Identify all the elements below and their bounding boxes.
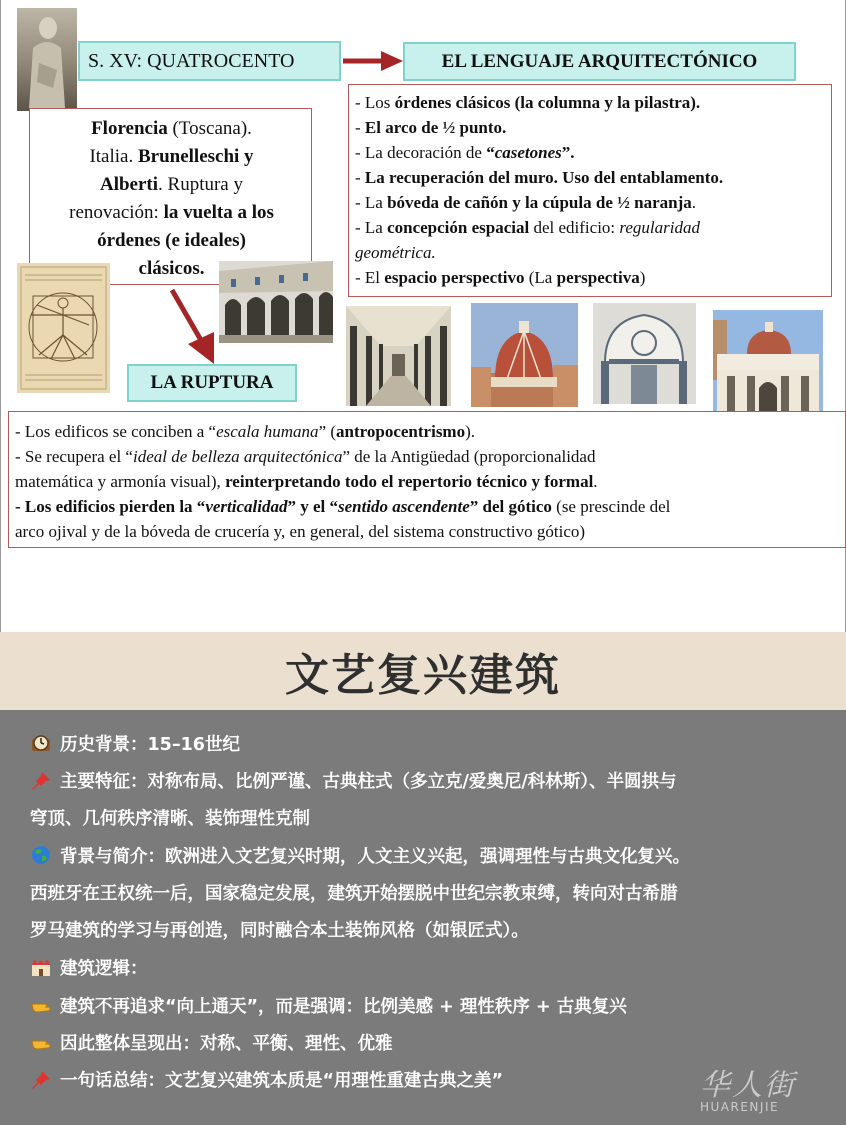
logic-point-1 [30,993,627,1018]
history-text: 历史背景：15–16世纪 [60,735,240,755]
ruptura-line [15,494,670,519]
florencia-line-segment: clásicos. [138,258,205,279]
lenguaje-line-segment: ) [639,268,646,287]
florencia-line [30,115,313,143]
florencia-line [30,227,313,255]
ruptura-line-segment: - Los edificios pierden la “ [15,497,206,516]
florencia-line-segment: renovación: [69,202,164,223]
ruptura-line-segment: ” de la Antigüedad (proporcionalidad [342,447,596,466]
intro-row [30,843,690,868]
ruptura-line-segment: antropocentrismo [336,422,466,441]
intro-text-cont-1: 西班牙在王权统一后，国家稳定发展，建筑开始摆脱中世纪宗教束缚，转向对古希腊 [30,884,678,904]
ruptura-line-segment: matemática y armonía visual), [15,472,226,491]
logic-row [30,955,148,980]
arrow-right-icon [341,48,407,74]
lenguaje-line-segment: regularidad [619,218,700,237]
arcade-photo [219,261,333,343]
lenguaje-line-segment: casetones [494,143,562,162]
chapel-interior-photo [593,303,696,404]
lenguaje-line-segment: espacio perspectivo [384,268,525,287]
watermark-bottom: HUARENJIE [700,1100,780,1114]
lenguaje-line [355,165,723,190]
florencia-line [30,171,313,199]
hand-pointing-icon [30,995,52,1015]
logic-point-2-text: 因此整体呈现出：对称、平衡、理性、优雅 [60,1034,393,1054]
lenguaje-line-segment: del edificio: [529,218,620,237]
pin-icon [30,770,52,790]
lenguaje-line-segment: - La decoración de [355,143,487,162]
statue-photo [17,8,77,111]
ruptura-line-segment: - Los edificos se conciben a “ [15,422,217,441]
globe-icon [30,845,52,865]
florencia-line-segment: Italia. [89,146,138,167]
ruptura-line-segment: ” ( [318,422,337,441]
ruptura-line-segment: ” del gótico [469,497,552,516]
ruptura-line [15,419,670,444]
florencia-line-segment: Brunelleschi y [137,146,254,167]
lenguaje-line-segment: concepción espacial [387,218,530,237]
church-interior-photo [346,306,451,406]
lenguaje-line-segment: ”. [561,143,575,162]
info-panel [0,710,846,1125]
lenguaje-line-segment: El arco de ½ punto. [364,118,507,137]
lenguaje-line [355,140,723,165]
ruptura-line-segment: - Se recupera el “ [15,447,133,466]
lenguaje-header [403,42,796,81]
lenguaje-line-segment: - [355,118,365,137]
ruptura-box [8,411,846,548]
florence-dome-photo [471,303,578,407]
logic-point-1-text: 建筑不再追求“向上通天”，而是强调：比例美感 + 理性秩序 + 古典复兴 [60,997,627,1017]
logic-point-2 [30,1030,393,1055]
lenguaje-line-segment: perspectiva [556,268,640,287]
ruptura-header [127,364,297,402]
watermark [700,1060,830,1120]
arrow-down-icon [166,286,226,366]
lenguaje-line [355,240,723,265]
lenguaje-list [355,90,723,290]
ruptura-list [15,419,670,544]
ruptura-line-segment: ” y el “ [287,497,338,516]
lenguaje-label: EL LENGUAJE ARQUITECTÓNICO [441,50,758,72]
florencia-line-segment: la vuelta a los [163,202,274,223]
lenguaje-line-segment: órdenes clásicos (la columna y la pilastra). [394,93,701,112]
summary-row [30,1067,503,1092]
florencia-line-segment: Florencia [91,118,168,139]
period-label: S. XV: QUATROCENTO [88,49,295,72]
florencia-line-segment: (Toscana). [167,118,252,139]
ruptura-line-segment: . [593,472,598,491]
lenguaje-line-segment: (La [524,268,557,287]
logic-text: 建筑逻辑： [60,959,148,979]
castle-icon [30,957,52,977]
ruptura-line-segment: sentido ascendente [338,497,470,516]
ruptura-line-segment: verticalidad [205,497,288,516]
florencia-line-segment: órdenes (e ideales) [97,230,246,251]
watermark-top: 华人街 [700,1068,796,1103]
lenguaje-line-segment: - La [355,193,388,212]
vitruvian-man-drawing [17,263,110,393]
period-header [78,41,341,81]
clock-icon [30,733,52,753]
ruptura-line [15,444,670,469]
lenguaje-line-segment: - La [355,218,388,237]
florencia-text [30,115,313,283]
banner-title: 文艺复兴建筑 [285,650,561,701]
lenguaje-line-segment: - Los [355,93,395,112]
ruptura-line [15,469,670,494]
ruptura-line-segment: (se prescinde del [551,497,671,516]
ruptura-line-segment: ). [465,422,476,441]
features-text: 主要特征：对称布局、比例严谨、古典柱式（多立克/爱奥尼/科林斯）、半圆拱与 [60,772,677,792]
ruptura-label: LA RUPTURA [150,372,274,393]
lenguaje-line-segment: - [355,168,365,187]
pin-icon [30,1069,52,1089]
summary-text: 一句话总结：文艺复兴建筑本质是“用理性重建古典之美” [60,1071,504,1091]
ruptura-line-segment: escala humana [216,422,319,441]
lenguaje-line-segment: geométrica. [355,243,436,262]
title-banner [0,632,846,710]
florencia-line [30,199,313,227]
lenguaje-line [355,215,723,240]
ruptura-line [15,519,670,544]
lenguaje-line [355,190,723,215]
features-row [30,768,677,793]
intro-text-cont-2: 罗马建筑的学习与再创造，同时融合本土装饰风格（如银匠式）。 [30,921,529,941]
lenguaje-line-segment: - El [355,268,385,287]
hand-pointing-icon [30,1032,52,1052]
lenguaje-line [355,115,723,140]
florencia-line-segment: . Ruptura y [158,174,243,195]
florencia-box [29,108,312,285]
lenguaje-line-segment: La recuperación del muro. Uso del entablamento. [364,168,724,187]
florencia-line-segment: Alberti [99,174,159,195]
lenguaje-line [355,265,723,290]
lenguaje-box [348,84,832,297]
lenguaje-line [355,90,723,115]
ruptura-line-segment: arco ojival y de la bóveda de crucería y, en general, del sistema constructivo gótico) [15,522,586,541]
ruptura-line-segment: reinterpretando todo el repertorio técnico y formal [225,472,594,491]
features-text-cont: 穹顶、几何秩序清晰、装饰理性克制 [30,809,310,829]
lenguaje-line-segment: “ [486,143,495,162]
history-row [30,731,240,756]
lenguaje-line-segment: bóveda de cañón y la cúpula de ½ naranja [387,193,692,212]
lenguaje-line-segment: . [691,193,696,212]
ruptura-line-segment: ideal de belleza arquitectónica [132,447,343,466]
intro-text: 背景与简介：欧洲进入文艺复兴时期，人文主义兴起，强调理性与古典文化复兴。 [60,847,690,867]
florencia-line [30,143,313,171]
